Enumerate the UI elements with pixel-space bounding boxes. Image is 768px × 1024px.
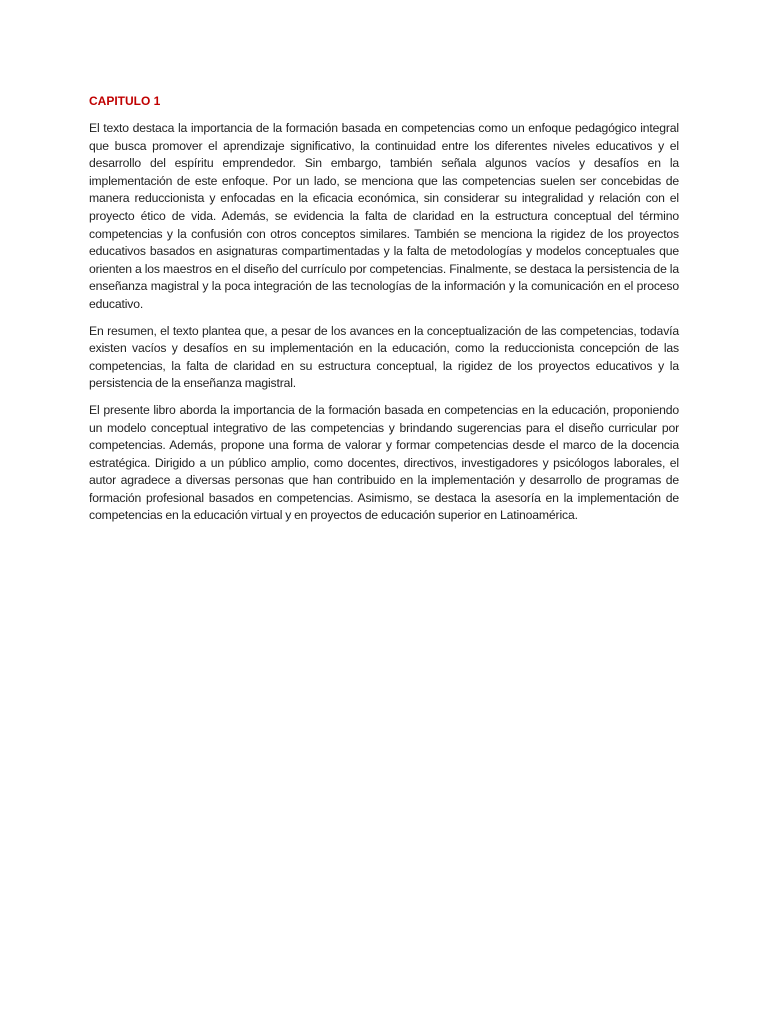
body-paragraph: En resumen, el texto plantea que, a pesar de los avances en la conceptualización de las competencias, todavía existen vacíos y desafíos en su implementación en la educación, como la reduccionista concepción de las competencias, la falta de claridad en su estructura conceptual, la rigidez de los proyectos educativos y la persistencia de la enseñanza magistral. bbox=[89, 323, 679, 391]
chapter-heading: CAPITULO 1 bbox=[89, 94, 161, 108]
document-page bbox=[89, 92, 679, 534]
body-paragraph: El presente libro aborda la importancia de la formación basada en competencias en la educación, proponiendo un modelo conceptual integrativo de las competencias y brindando sugerencias para el diseño curricular por competencias. Además, propone una forma de valorar y formar competencias desde el marco de la docencia estratégica. Dirigido a un público amplio, como docentes, directivos, investigadores y psicólogos laborales, el autor agradece a diversas personas que han contribuido en la implementación y desarrollo de programas de formación profesional basados en competencias. Asimismo, se destaca la asesoría en la implementación de competencias en la educación virtual y en proyectos de educación superior en Latinoamérica. bbox=[89, 402, 679, 523]
body-paragraph: El texto destaca la importancia de la formación basada en competencias como un enfoque pedagógico integral que busca promover el aprendizaje significativo, la continuidad entre los diferentes niveles educativos y el desarrollo del espíritu emprendedor. Sin embargo, también señala algunos vacíos y desafíos en la implementación de este enfoque. Por un lado, se menciona que las competencias suelen ser concebidas de manera reduccionista y enfocadas en la eficacia económica, sin considerar su integralidad y relación con el proyecto ético de vida. Además, se evidencia la falta de claridad en la estructura conceptual del término competencias y la confusión con otros conceptos similares. También se menciona la rigidez de los proyectos educativos basados en asignaturas compartimentadas y la falta de metodologías y modelos conceptuales que orienten a los maestros en el diseño del currículo por competencias. Finalmente, se destaca la persistencia de la enseñanza magistral y la poca integración de las tecnologías de la información y la comunicación en el proceso educativo. bbox=[89, 121, 679, 311]
